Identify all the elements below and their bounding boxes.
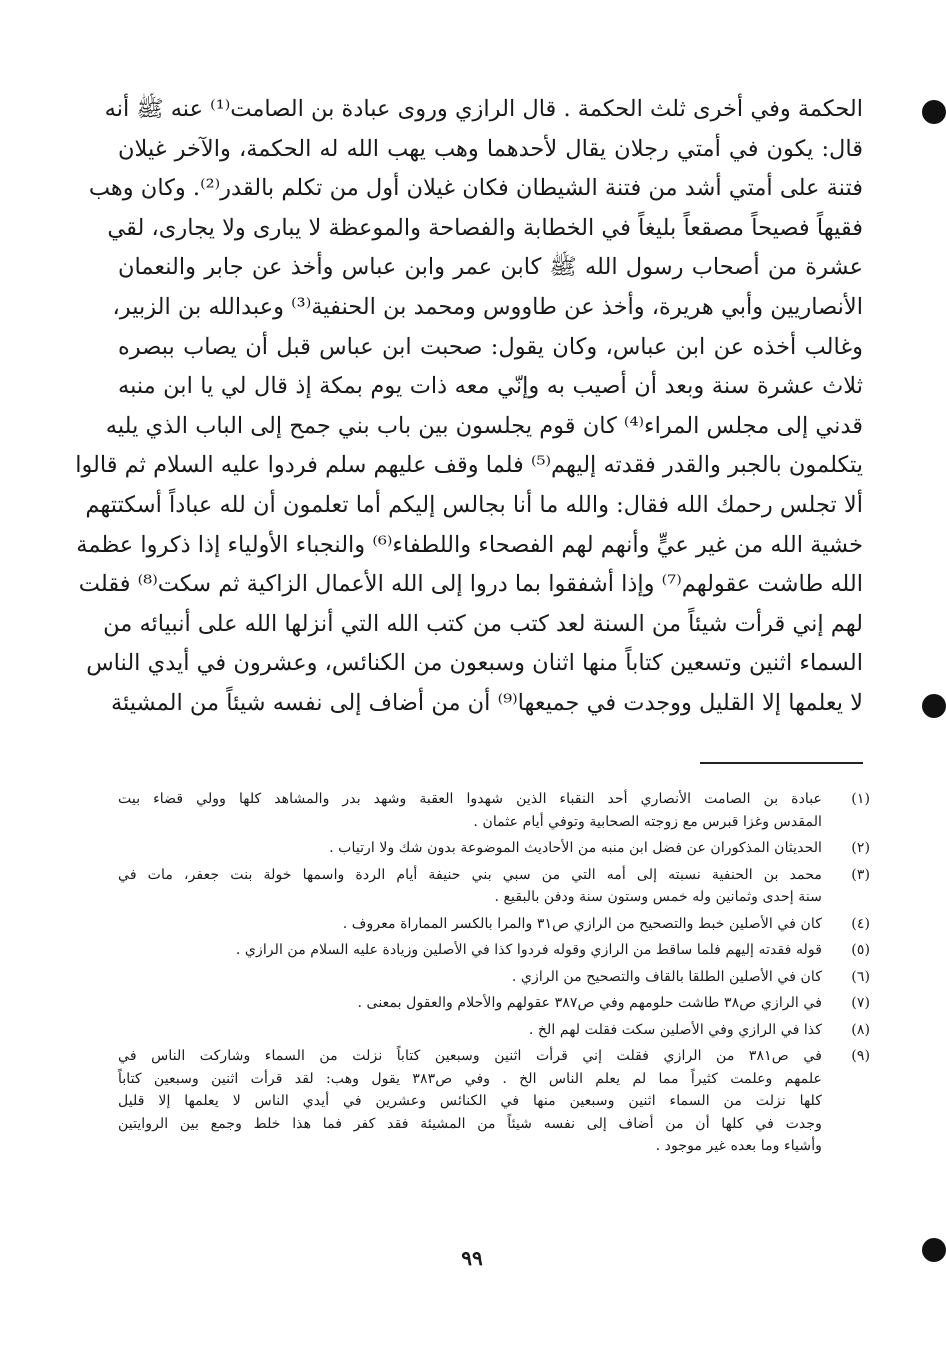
footnote-number: (٥) (851, 942, 870, 958)
footnote-number: (٢) (851, 840, 870, 856)
footnote-line: في الرازي ص٣٨ طاشت حلومهم وفي ص٣٨٧ عقولهم والأحلام والعقول بمعنى . (357, 995, 822, 1011)
footnote (118, 837, 870, 860)
footnote-line: في ص٣٨١ من الرازي فقلت إني قرأت اثنين وسبعين كتاباً نزلت من السماء وشاركت الناس في (118, 1048, 822, 1064)
body-line: يتكلمون بالجبر والقدر فقدته إليهم⁽⁵⁾ فلما وقف عليهم سلم فردوا عليه السلام ثم قالوا (75, 452, 863, 479)
body-line: فقيهاً فصيحاً مصقعاً بليغاً في الخطابة والفصاحة والموعظة لا يبارى ولا يجارى، لقي (107, 214, 863, 241)
footnote (118, 939, 870, 962)
body-line: ثلاث عشرة سنة وبعد أن أصيب به وإنّي معه ذات يوم بمكة إذ قال لي يا ابن منبه (118, 373, 863, 400)
footnote-line: قوله فقدته إليهم فلما ساقط من الرازي وقوله فردوا كذا في الأصلين وزيادة عليه السلام من الرازي . (235, 942, 822, 958)
footnote-line: محمد بن الحنفية نسبته إلى أمه التي من سبي بني حنيفة أيام الردة واسمها خولة بنت جعفر، مات في (118, 866, 822, 883)
footnote (118, 788, 870, 833)
footnote (118, 1019, 870, 1042)
footnote-line: وأشياء وما بعده غير موجود . (655, 1138, 822, 1154)
binder-hole-top (922, 100, 946, 124)
footnote-number: (٨) (851, 1021, 870, 1038)
footnote-line: سنة إحدى وثمانين وله خمس وستون سنة ودفن بالبقيع . (494, 889, 822, 905)
footnote-separator (700, 762, 863, 764)
body-line: فتنة على أمتي أشد من فتنة الشيطان فكان غيلان أول من تكلم بالقدر⁽²⁾. وكان وهب (88, 175, 863, 202)
body-line: لا يعلمها إلا القليل ووجدت في جميعها⁽⁹⁾ أن من أضاف إلى نفسه شيئاً من المشيئة (110, 689, 863, 716)
body-line: وغالب أخذه عن ابن عباس، وكان يقول: صحبت ابن عباس قبل أن يصاب ببصره (118, 333, 863, 360)
body-line: خشية الله من غير عيٍّ وأنهم لهم الفصحاء واللطفاء⁽⁶⁾ والنجباء الأولياء إذا ذكروا عظمة (76, 531, 863, 558)
footnote (118, 992, 870, 1015)
body-line: السماء اثنين وتسعين كتاباً منها اثنان وسبعون من الكنائس، وعشرون في أيدي الناس (86, 650, 863, 677)
footnote-line: كان في الأصلين خبط والتصحيح من الرازي ص٣١ والمرا بالكسر المماراة معروف . (342, 915, 822, 932)
footnotes (118, 788, 870, 1162)
footnote-line: علمهم وعلمت كثيراً مما لم يعلم الناس الخ . وفي ص٣٨٣ يقول وهب: لقد قرأت اثنين وسبعين كتاباً (118, 1070, 822, 1087)
page-number: ٩٩ (461, 1246, 483, 1270)
footnote-number: (٩) (851, 1048, 870, 1064)
body-line: الحكمة وفي أخرى ثلث الحكمة . قال الرازي وروى عبادة بن الصامت⁽¹⁾ عنه ﷺ أنه (104, 96, 863, 122)
footnote-line: الحديثان المذكوران عن فضل ابن منبه من الأحاديث الموضوعة بدون شك ولا ارتياب . (329, 840, 822, 856)
footnote-number: (٤) (851, 915, 870, 932)
footnote (118, 864, 870, 909)
footnote-line: وجدت في كلها أن من أضاف إلى نفسه شيئاً من المشيئة فقد كفر فما هذا خلط وجمع بين الروايتين (118, 1115, 822, 1132)
footnote-line: كلها نزلت من السماء اثنين وسبعين منها في الكنائس وعشرين في أيدي الناس لا يعلمها إلا قليل (118, 1093, 822, 1109)
body-line: ألا تجلس رحمك الله فقال: والله ما أنا بجالس إليكم أما تعلمون أن لله عباداً أسكتتهم (85, 491, 863, 518)
footnote (118, 966, 870, 989)
footnote-number: (٧) (851, 995, 870, 1011)
body-line: قال: يكون في أمتي رجلان يقال لأحدهما وهب يهب الله له الحكمة، والآخر غيلان (118, 135, 863, 162)
footnote (118, 913, 870, 936)
footnote-line: كذا في الرازي وفي الأصلين سكت فقلت لهم الخ . (528, 1021, 822, 1038)
body-line: قدني إلى مجلس المراء⁽⁴⁾ كان قوم يجلسون بين باب بني جمح إلى الباب الذي يليه (105, 412, 863, 439)
footnote-line: كان في الأصلين الطلقا بالقاف والتصحيح من الرازي . (511, 968, 822, 985)
footnote (118, 1045, 870, 1158)
footnote-number: (٦) (851, 968, 870, 985)
body-line: الأنصاريين وأبي هريرة، وأخذ عن طاووس ومحمد بن الحنفية⁽³⁾ وعبدالله بن الزبير، (112, 293, 863, 320)
body-line: الله طاشت عقولهم⁽⁷⁾ وإذا أشفقوا بما دروا إلى الله الأعمال الزاكية ثم سكت⁽⁸⁾ فقلت (78, 571, 863, 598)
body-line: عشرة من أصحاب رسول الله ﷺ كابن عمر وابن عباس وأخذ عن جابر والنعمان (118, 254, 863, 281)
body-text (75, 90, 863, 724)
footnote-number: (٣) (851, 866, 870, 883)
footnote-line: عبادة بن الصامت الأنصاري أحد النقباء الذين شهدوا العقبة وشهد بدر والمشاهد كلها وولي قضاء بيت (118, 791, 822, 807)
footnote-line: المقدس وغزا قبرس مع زوجته الصحابية وتوفي أيام عثمان . (473, 813, 822, 830)
binder-hole-middle (922, 694, 946, 718)
binder-hole-bottom (922, 1238, 946, 1262)
body-line: لهم إني قرأت شيئاً من السنة لعد كتب من كتب الله التي أنزلها الله على أنبيائه من (103, 610, 863, 637)
footnote-number: (١) (851, 791, 870, 807)
